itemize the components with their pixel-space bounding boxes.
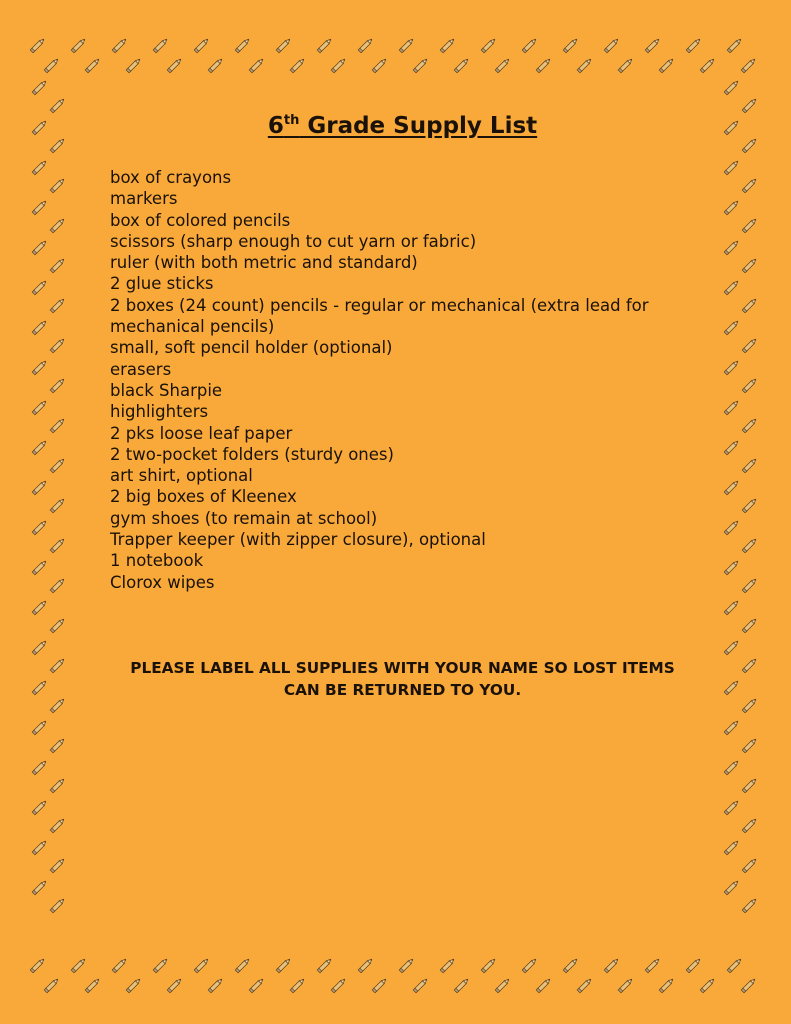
pencil-icon [740, 254, 760, 276]
pencil-icon [30, 276, 50, 298]
pencil-icon [48, 414, 68, 436]
pencil-icon [48, 334, 68, 356]
pencil-icon [83, 974, 103, 996]
pencil-icon [30, 436, 50, 458]
pencil-icon [30, 356, 50, 378]
pencil-icon [48, 694, 68, 716]
list-item: box of colored pencils [110, 210, 291, 230]
pencil-icon [561, 34, 581, 56]
pencil-icon [740, 654, 760, 676]
list-item: 2 glue sticks [110, 274, 214, 294]
pencil-icon [370, 54, 390, 76]
pencil-icon [30, 836, 50, 858]
pencil-icon [247, 54, 267, 76]
title-rest: Grade Supply List [299, 113, 538, 139]
pencil-icon [69, 954, 89, 976]
list-item: 2 big boxes of Kleenex [110, 487, 297, 507]
pencil-icon [602, 34, 622, 56]
pencil-icon [643, 34, 663, 56]
pencil-icon [206, 974, 226, 996]
pencil-icon [722, 156, 742, 178]
pencil-icon [329, 974, 349, 996]
pencil-icon [42, 54, 62, 76]
pencil-icon [479, 954, 499, 976]
list-item: 1 notebook [110, 551, 204, 571]
pencil-icon [30, 716, 50, 738]
pencil-icon [165, 54, 185, 76]
pencil-icon [575, 974, 595, 996]
pencil-icon [722, 356, 742, 378]
pencil-icon [329, 54, 349, 76]
pencil-icon [493, 974, 513, 996]
pencil-icon [438, 954, 458, 976]
pencil-icon [48, 574, 68, 596]
pencil-icon [722, 316, 742, 338]
pencil-icon [740, 414, 760, 436]
pencil-icon [575, 54, 595, 76]
pencil-icon [722, 716, 742, 738]
pencil-icon [48, 214, 68, 236]
pencil-icon [30, 516, 50, 538]
pencil-icon [722, 516, 742, 538]
pencil-icon [356, 34, 376, 56]
pencil-icon [722, 836, 742, 858]
pencil-icon [438, 34, 458, 56]
pencil-icon [30, 596, 50, 618]
pencil-icon [48, 614, 68, 636]
pencil-icon [520, 34, 540, 56]
list-item: scissors (sharp enough to cut yarn or fabric) [110, 231, 477, 251]
supply-list [110, 167, 710, 593]
pencil-icon [740, 574, 760, 596]
pencil-icon [722, 196, 742, 218]
pencil-icon [83, 54, 103, 76]
list-item: Clorox wipes [110, 572, 215, 592]
pencil-icon [247, 974, 267, 996]
pencil-icon [722, 676, 742, 698]
pencil-icon [151, 954, 171, 976]
pencil-icon [722, 796, 742, 818]
page-title [0, 113, 791, 139]
pencil-icon [722, 876, 742, 898]
pencil-icon [48, 734, 68, 756]
list-item: ruler (with both metric and standard) [110, 253, 418, 273]
pencil-icon [684, 954, 704, 976]
pencil-icon [233, 954, 253, 976]
list-item: black Sharpie [110, 380, 223, 400]
pencil-icon [356, 954, 376, 976]
pencil-icon [30, 316, 50, 338]
pencil-icon [30, 236, 50, 258]
pencil-icon [30, 156, 50, 178]
pencil-icon [722, 436, 742, 458]
pencil-icon [740, 454, 760, 476]
pencil-icon [192, 954, 212, 976]
pencil-icon [315, 954, 335, 976]
pencil-icon [69, 34, 89, 56]
pencil-icon [48, 494, 68, 516]
pencil-icon [739, 54, 759, 76]
pencil-icon [30, 796, 50, 818]
list-item: small, soft pencil holder (optional) [110, 338, 393, 358]
pencil-icon [740, 494, 760, 516]
pencil-icon [740, 294, 760, 316]
pencil-icon [288, 54, 308, 76]
pencil-icon [722, 636, 742, 658]
pencil-icon [30, 876, 50, 898]
pencil-icon [740, 694, 760, 716]
pencil-icon [233, 34, 253, 56]
pencil-icon [48, 534, 68, 556]
pencil-icon [30, 476, 50, 498]
pencil-icon [48, 854, 68, 876]
pencil-icon [740, 214, 760, 236]
pencil-icon [370, 974, 390, 996]
pencil-icon [48, 814, 68, 836]
pencil-icon [110, 34, 130, 56]
pencil-icon [411, 974, 431, 996]
pencil-icon [42, 974, 62, 996]
pencil-icon [643, 954, 663, 976]
list-item: markers [110, 189, 178, 209]
pencil-icon [30, 76, 50, 98]
pencil-icon [684, 34, 704, 56]
pencil-icon [48, 374, 68, 396]
pencil-icon [722, 236, 742, 258]
pencil-icon [30, 556, 50, 578]
pencil-icon [602, 954, 622, 976]
pencil-icon [30, 676, 50, 698]
pencil-icon [722, 396, 742, 418]
pencil-icon [48, 294, 68, 316]
list-item: art shirt, optional [110, 466, 253, 486]
pencil-icon [30, 396, 50, 418]
pencil-icon [698, 54, 718, 76]
pencil-icon [288, 974, 308, 996]
pencil-icon [192, 34, 212, 56]
pencil-icon [725, 34, 745, 56]
pencil-icon [740, 614, 760, 636]
pencil-icon [534, 54, 554, 76]
pencil-icon [30, 756, 50, 778]
pencil-icon [452, 54, 472, 76]
pencil-icon [493, 54, 513, 76]
pencil-icon [616, 974, 636, 996]
list-item: box of crayons [110, 168, 232, 187]
pencil-icon [722, 556, 742, 578]
pencil-icon [722, 76, 742, 98]
pencil-icon [274, 34, 294, 56]
list-item: 2 two-pocket folders (sturdy ones) [110, 444, 394, 464]
pencil-icon [28, 954, 48, 976]
pencil-icon [124, 974, 144, 996]
pencil-icon [124, 54, 144, 76]
pencil-icon [657, 974, 677, 996]
pencil-icon [48, 774, 68, 796]
list-item: mechanical pencils) [110, 317, 275, 337]
pencil-icon [740, 774, 760, 796]
list-item: gym shoes (to remain at school) [110, 508, 378, 528]
pencil-icon [48, 174, 68, 196]
pencil-icon [657, 54, 677, 76]
pencil-icon [48, 454, 68, 476]
pencil-icon [740, 174, 760, 196]
list-item: Trapper keeper (with zipper closure), optional [110, 530, 486, 550]
pencil-icon [722, 756, 742, 778]
pencil-icon [479, 34, 499, 56]
pencil-icon [740, 854, 760, 876]
pencil-icon [315, 34, 335, 56]
pencil-icon [48, 254, 68, 276]
pencil-icon [411, 54, 431, 76]
pencil-icon [739, 974, 759, 996]
pencil-icon [722, 276, 742, 298]
list-item: highlighters [110, 402, 209, 422]
pencil-icon [740, 534, 760, 556]
pencil-icon [520, 954, 540, 976]
pencil-icon [151, 34, 171, 56]
pencil-icon [48, 654, 68, 676]
pencil-icon [616, 54, 636, 76]
pencil-icon [397, 954, 417, 976]
pencil-icon [722, 476, 742, 498]
notice-line-1: PLEASE LABEL ALL SUPPLIES WITH YOUR NAME SO LOST ITEMS [130, 659, 675, 677]
pencil-icon [206, 54, 226, 76]
pencil-icon [561, 954, 581, 976]
title-grade-suffix: th [283, 113, 300, 128]
pencil-icon [740, 334, 760, 356]
label-notice [100, 657, 705, 701]
pencil-icon [48, 894, 68, 916]
pencil-icon [110, 954, 130, 976]
pencil-icon [722, 596, 742, 618]
pencil-icon [725, 954, 745, 976]
title-grade-number: 6 [267, 113, 284, 139]
pencil-icon [397, 34, 417, 56]
pencil-icon [740, 894, 760, 916]
title-text [268, 113, 537, 139]
pencil-icon [740, 814, 760, 836]
pencil-icon [740, 374, 760, 396]
list-item: 2 pks loose leaf paper [110, 423, 293, 443]
pencil-icon [740, 734, 760, 756]
pencil-icon [30, 636, 50, 658]
pencil-icon [30, 196, 50, 218]
pencil-icon [165, 974, 185, 996]
list-item: 2 boxes (24 count) pencils - regular or mechanical (extra lead for [110, 295, 649, 315]
pencil-icon [698, 974, 718, 996]
pencil-icon [534, 974, 554, 996]
pencil-icon [452, 974, 472, 996]
notice-line-2: CAN BE RETURNED TO YOU. [283, 681, 522, 699]
pencil-icon [274, 954, 294, 976]
pencil-icon [28, 34, 48, 56]
list-item: erasers [110, 359, 172, 379]
